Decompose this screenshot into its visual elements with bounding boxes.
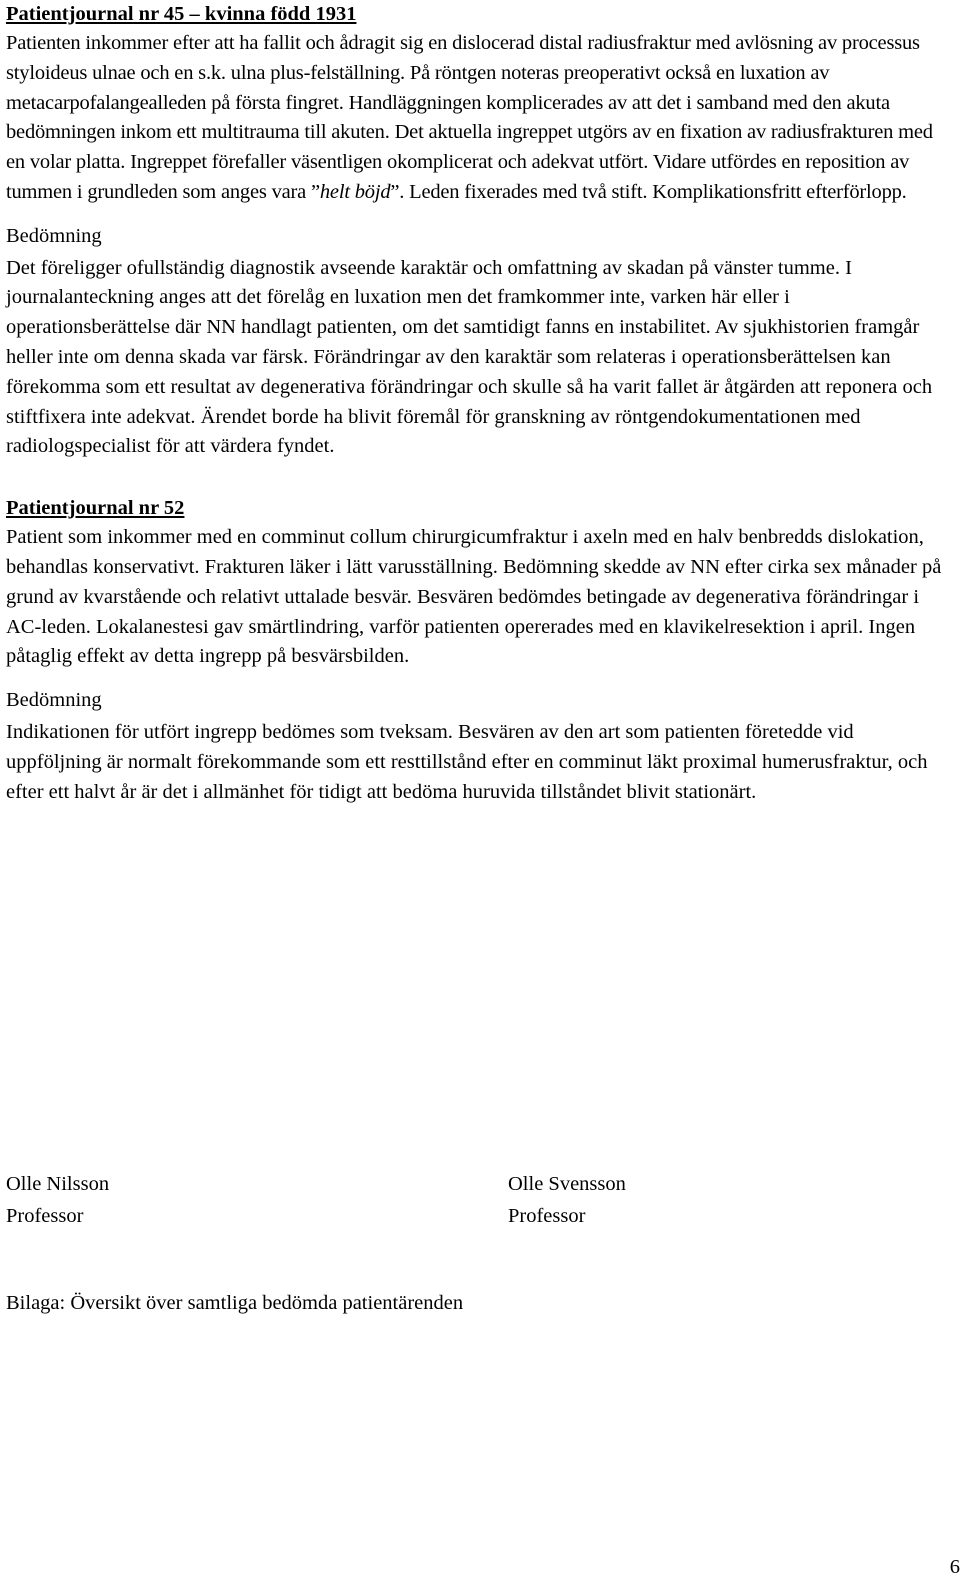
signature-right bbox=[508, 1168, 626, 1232]
page-number: 6 bbox=[949, 1556, 960, 1578]
section-heading: Patientjournal nr 45 – kvinna född 1931 bbox=[6, 3, 357, 25]
signature-title: Professor bbox=[508, 1205, 586, 1227]
section-body: Patient som inkommer med en comminut collum chirurgicumfraktur i axeln med en halv benbredds dislokation, behandlas konservativt. Frakturen läker i lätt varusställning. Bedömning skedde av NN efter cirka sex månader på grund av kvarstående och relativt uttalade besvär. Besvären bedömdes betingade av degenerativa förändringar i AC-leden. Lokalanestesi gav smärtlindring, varför patienten opererades med en klavikelresektion i april. Ingen påtaglig effekt av detta ingrepp på besvärsbilden. bbox=[6, 526, 942, 668]
appendix-line: Bilaga: Översikt över samtliga bedömda patientärenden bbox=[6, 1292, 464, 1314]
signature-title: Professor bbox=[6, 1205, 84, 1227]
signature-name: Olle Nilsson bbox=[6, 1173, 110, 1195]
journal-section-52 bbox=[6, 494, 952, 807]
journal-section-45 bbox=[6, 0, 952, 462]
assessment-label: Bedömning bbox=[6, 224, 102, 247]
body-text: Patienten inkommer efter att ha fallit och ådragit sig en dislocerad distal radiusfraktur med avlösning av processus styloideus ulnae och en s.k. ulna plus-felställning. På röntgen noteras preoperativt också en luxation av metacarpofalangealleden på första fingret. Handläggningen komplicerades av att det i samband med den akuta bedömningen inkom ett multitrauma till akuten. Det aktuella ingreppet utgörs av en fixation av radiusfrakturen med en volar platta. Ingreppet förefaller väsentligen okomplicerat och adekvat utfört. Vidare utfördes en reposition av tummen i grundleden som anges vara ” bbox=[6, 32, 933, 203]
signature-name: Olle Svensson bbox=[508, 1173, 626, 1195]
assessment-label: Bedömning bbox=[6, 689, 102, 712]
assessment-text: Indikationen för utfört ingrepp bedömes som tveksam. Besvären av den art som patienten företedde vid uppföljning är normalt förekommande som ett resttillstånd efter en comminut läkt proximal humerusfraktur, och efter ett halvt år är det i allmänhet för tidigt att bedöma huruvida tillståndet blivit stationärt. bbox=[6, 720, 928, 803]
section-body bbox=[6, 29, 952, 208]
document-page bbox=[6, 0, 952, 807]
section-heading: Patientjournal nr 52 bbox=[6, 497, 185, 520]
signature-left bbox=[6, 1168, 109, 1232]
body-tail-text: ”. Leden fixerades med två stift. Komplikationsfritt efterförlopp. bbox=[390, 180, 907, 203]
assessment-text: Det föreligger ofullständig diagnostik avseende karaktär och omfattning av skadan på vänster tumme. I journalanteckning anges att det förelåg en luxation men det framkommer inte, varken här eller i operationsberättelse där NN handlagt patienten, om det samtidigt fanns en instabilitet. Av sjukhistorien framgår heller inte om denna skada var färsk. Förändringar av den karaktär som relateras i operationsberättelsen kan förekomma som ett resultat av degenerativa förändringar och skulle så ha varit fallet är åtgärden att reponera och stiftfixera inte adekvat. Ärendet borde ha blivit föremål för granskning av röntgendokumentationen med radiologspecialist för att värdera fyndet. bbox=[6, 256, 933, 458]
body-italic-text: helt böjd bbox=[319, 180, 391, 203]
